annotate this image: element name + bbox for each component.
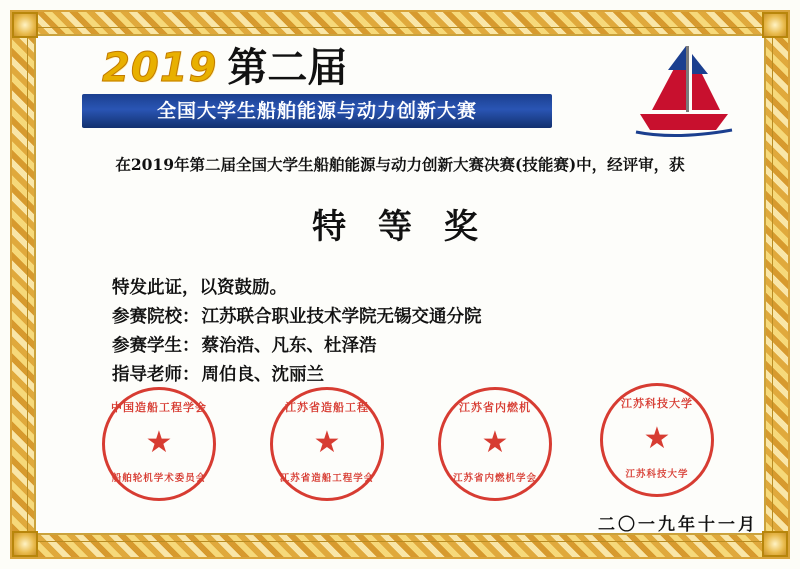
seal-jiangsu-combustion-engine — [438, 387, 552, 501]
intro-line: 在2019年第二届全国大学生船舶能源与动力创新大赛决赛(技能赛)中，经评审，获 — [115, 155, 685, 174]
field-school-value: 江苏联合职业技术学院无锡交通分院 — [201, 307, 482, 327]
sailboat-logo-icon — [616, 40, 736, 140]
title-banner — [82, 94, 552, 128]
certificate-header — [40, 40, 760, 145]
seal-star-icon: ★ — [145, 424, 173, 460]
encouragement-line: 特发此证，以资鼓励。 — [112, 278, 287, 298]
seal-jiangsu-shipbuilding — [270, 387, 384, 501]
seal-jiangsu-combustion-engine-top-text: 江苏省内燃机 — [459, 401, 531, 414]
issue-date: 二〇一九年十一月 — [598, 515, 758, 535]
field-advisors-value: 周伯良、沈丽兰 — [201, 365, 324, 385]
seal-csna — [102, 387, 216, 501]
competition-full-title: 全国大学生船舶能源与动力创新大赛 — [156, 100, 477, 122]
field-students-label: 参赛学生： — [112, 336, 200, 356]
seal-star-icon: ★ — [481, 424, 509, 460]
seal-just-university-top-text: 江苏科技大学 — [621, 397, 693, 410]
field-school-label: 参赛院校： — [112, 307, 200, 327]
title-main-row — [102, 45, 348, 91]
corner-ornament-top-right — [762, 12, 788, 38]
corner-ornament-top-left — [12, 12, 38, 38]
seal-csna-top-text: 中国造船工程学会 — [111, 401, 207, 414]
seal-jiangsu-combustion-engine-bottom-text: 江苏省内燃机学会 — [452, 473, 537, 484]
field-students — [112, 332, 738, 361]
seal-just-university-bottom-text: 江苏科技大学 — [625, 469, 689, 480]
corner-ornament-bottom-right — [762, 531, 788, 557]
field-school — [112, 303, 738, 332]
certificate-body — [40, 153, 760, 390]
award-name: 特 等 奖 — [312, 207, 488, 247]
seal-star-icon: ★ — [313, 424, 341, 460]
seal-just-university — [600, 383, 714, 497]
field-students-value: 蔡治浩、凡东、杜泽浩 — [201, 336, 377, 356]
seal-jiangsu-shipbuilding-bottom-text: 江苏省造船工程学会 — [279, 473, 375, 484]
corner-ornament-bottom-left — [12, 531, 38, 557]
certificate-fields — [62, 274, 738, 390]
seal-csna-bottom-text: 船舶轮机学术委员会 — [111, 473, 207, 484]
seal-jiangsu-shipbuilding-top-text: 江苏省造船工程 — [285, 401, 369, 414]
competition-year: 2019 — [102, 45, 218, 91]
seal-group — [40, 387, 760, 497]
competition-edition: 第二届 — [227, 45, 348, 91]
seal-star-icon: ★ — [643, 420, 671, 456]
field-advisors-label: 指导老师： — [112, 365, 200, 385]
